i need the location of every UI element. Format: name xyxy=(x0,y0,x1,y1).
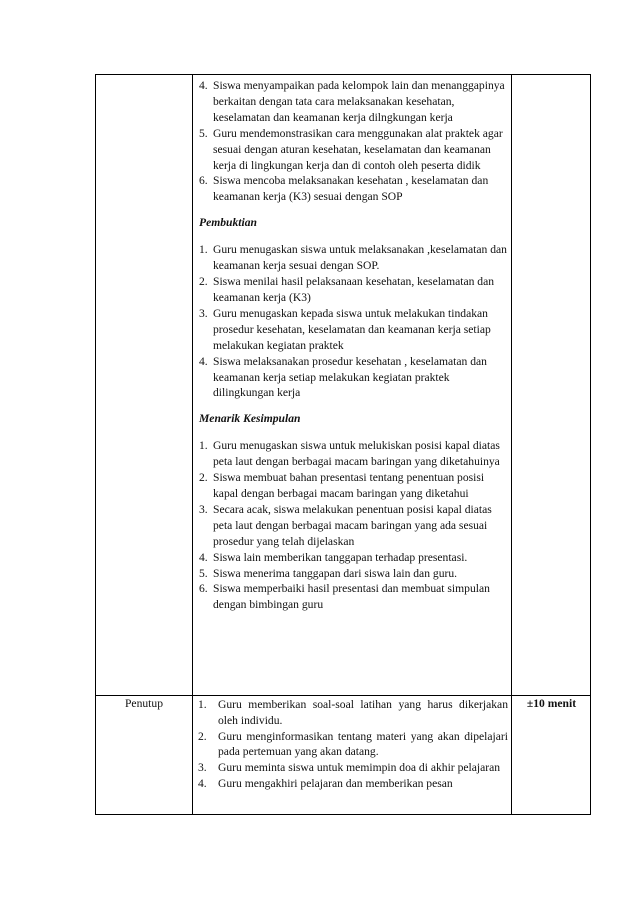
list-number: 6. xyxy=(199,174,208,188)
list-number: 1. xyxy=(199,439,208,453)
section-heading-pembuktian: Pembuktian xyxy=(199,216,257,230)
list-text: Siswa menilai hasil pelaksanaan kesehatan, keselamatan dan keamanan kerja (K3) xyxy=(213,275,495,304)
kesimpulan-list xyxy=(196,438,508,613)
list-item xyxy=(196,729,508,761)
list-number: 4. xyxy=(199,550,208,564)
list-text: Siswa melaksanakan prosedur kesehatan , keselamatan dan keamanan kerja setiap melakukan kegiatan praktek dilingkungan kerja xyxy=(213,354,487,400)
duration-value: ±10 menit xyxy=(526,697,577,710)
list-number: 3. xyxy=(198,761,207,775)
column-divider xyxy=(192,75,193,814)
list-number: 1. xyxy=(199,243,208,257)
list-number: 1. xyxy=(198,698,207,711)
list-text: Siswa menyampaikan pada kelompok lain dan menanggapinya berkaitan dengan tata cara melaksanakan kesehatan, keselamatan dan keamanan kerja dilngkungan kerja xyxy=(213,79,505,124)
list-text: Siswa membuat bahan presentasi tentang penentuan posisi kapal dengan berbagai macam baringan yang diketahui xyxy=(213,471,485,501)
activity-cell xyxy=(196,78,508,613)
list-item xyxy=(196,354,508,402)
list-item xyxy=(196,470,508,502)
list-text: Siswa menerima tanggapan dari siswa lain dan guru. xyxy=(213,566,458,580)
list-number: 2. xyxy=(199,275,208,289)
section-heading-kesimpulan: Menarik Kesimpulan xyxy=(199,412,301,426)
list-text: Guru menugaskan kepada siswa untuk melakukan tindakan prosedur kesehatan, keselamatan dan keamanan kerja setiap melakukan kegiatan praktek xyxy=(213,306,491,352)
list-item xyxy=(196,126,508,174)
closing-activity-cell xyxy=(196,697,508,792)
list-text: Guru mengakhiri pelajaran dan memberikan pesan xyxy=(218,776,453,790)
list-number: 3. xyxy=(199,306,208,320)
list-item xyxy=(196,173,508,205)
list-text: Guru memberikan soal-soal latihan yang harus dikerjakan oleh individu. xyxy=(218,698,508,727)
list-text: Siswa lain memberikan tanggapan terhadap presentasi. xyxy=(213,550,468,564)
list-text: Guru mendemonstrasikan cara menggunakan alat praktek agar sesuai dengan aturan kesehatan, keselamatan dan keamanan kerja di lingkungan kerja dan di contoh oleh peserta didik xyxy=(213,126,503,172)
list-number: 3. xyxy=(199,502,208,516)
list-text: Secara acak, siswa melakukan penentuan posisi kapal diatas peta laut dengan berbagai macam baringan yang ada sesuai prosedur yang telah dijelaskan xyxy=(213,502,492,548)
list-item xyxy=(196,566,508,582)
list-item xyxy=(196,697,508,729)
list-item xyxy=(196,306,508,354)
list-item xyxy=(196,760,508,776)
list-number: 2. xyxy=(198,729,207,743)
list-number: 4. xyxy=(199,354,208,368)
list-text: Guru menugaskan siswa untuk melaksanakan ,keselamatan dan keamanan kerja sesuai dengan SOP. xyxy=(213,243,507,273)
list-number: 2. xyxy=(199,471,208,485)
list-item xyxy=(196,78,508,126)
lesson-plan-table xyxy=(95,74,591,815)
list-item xyxy=(196,242,508,274)
list-number: 4. xyxy=(198,776,207,790)
list-number: 4. xyxy=(199,79,208,92)
list-item xyxy=(196,438,508,470)
list-item xyxy=(196,550,508,566)
list-text: Guru menginformasikan tentang materi yang akan dipelajari pada pertemuan yang akan datang. xyxy=(218,729,508,759)
list-item xyxy=(196,776,508,792)
phase-label: Penutup xyxy=(124,697,163,710)
activity-list xyxy=(196,78,508,205)
list-number: 5. xyxy=(199,566,208,580)
list-item xyxy=(196,581,508,613)
list-text: Guru menugaskan siswa untuk melukiskan posisi kapal diatas peta laut dengan berbagai macam baringan yang diketahuinya xyxy=(213,439,500,469)
row-divider xyxy=(96,695,590,696)
list-number: 6. xyxy=(199,582,208,596)
list-item xyxy=(196,502,508,550)
list-text: Guru meminta siswa untuk memimpin doa di akhir pelajaran xyxy=(218,761,501,775)
list-text: Siswa mencoba melaksanakan kesehatan , keselamatan dan keamanan kerja (K3) sesuai dengan SOP xyxy=(213,174,489,204)
list-item xyxy=(196,274,508,306)
pembuktian-list xyxy=(196,242,508,401)
closing-list xyxy=(196,697,508,792)
list-text: Siswa memperbaiki hasil presentasi dan membuat simpulan dengan bimbingan guru xyxy=(213,582,490,612)
list-number: 5. xyxy=(199,126,208,140)
